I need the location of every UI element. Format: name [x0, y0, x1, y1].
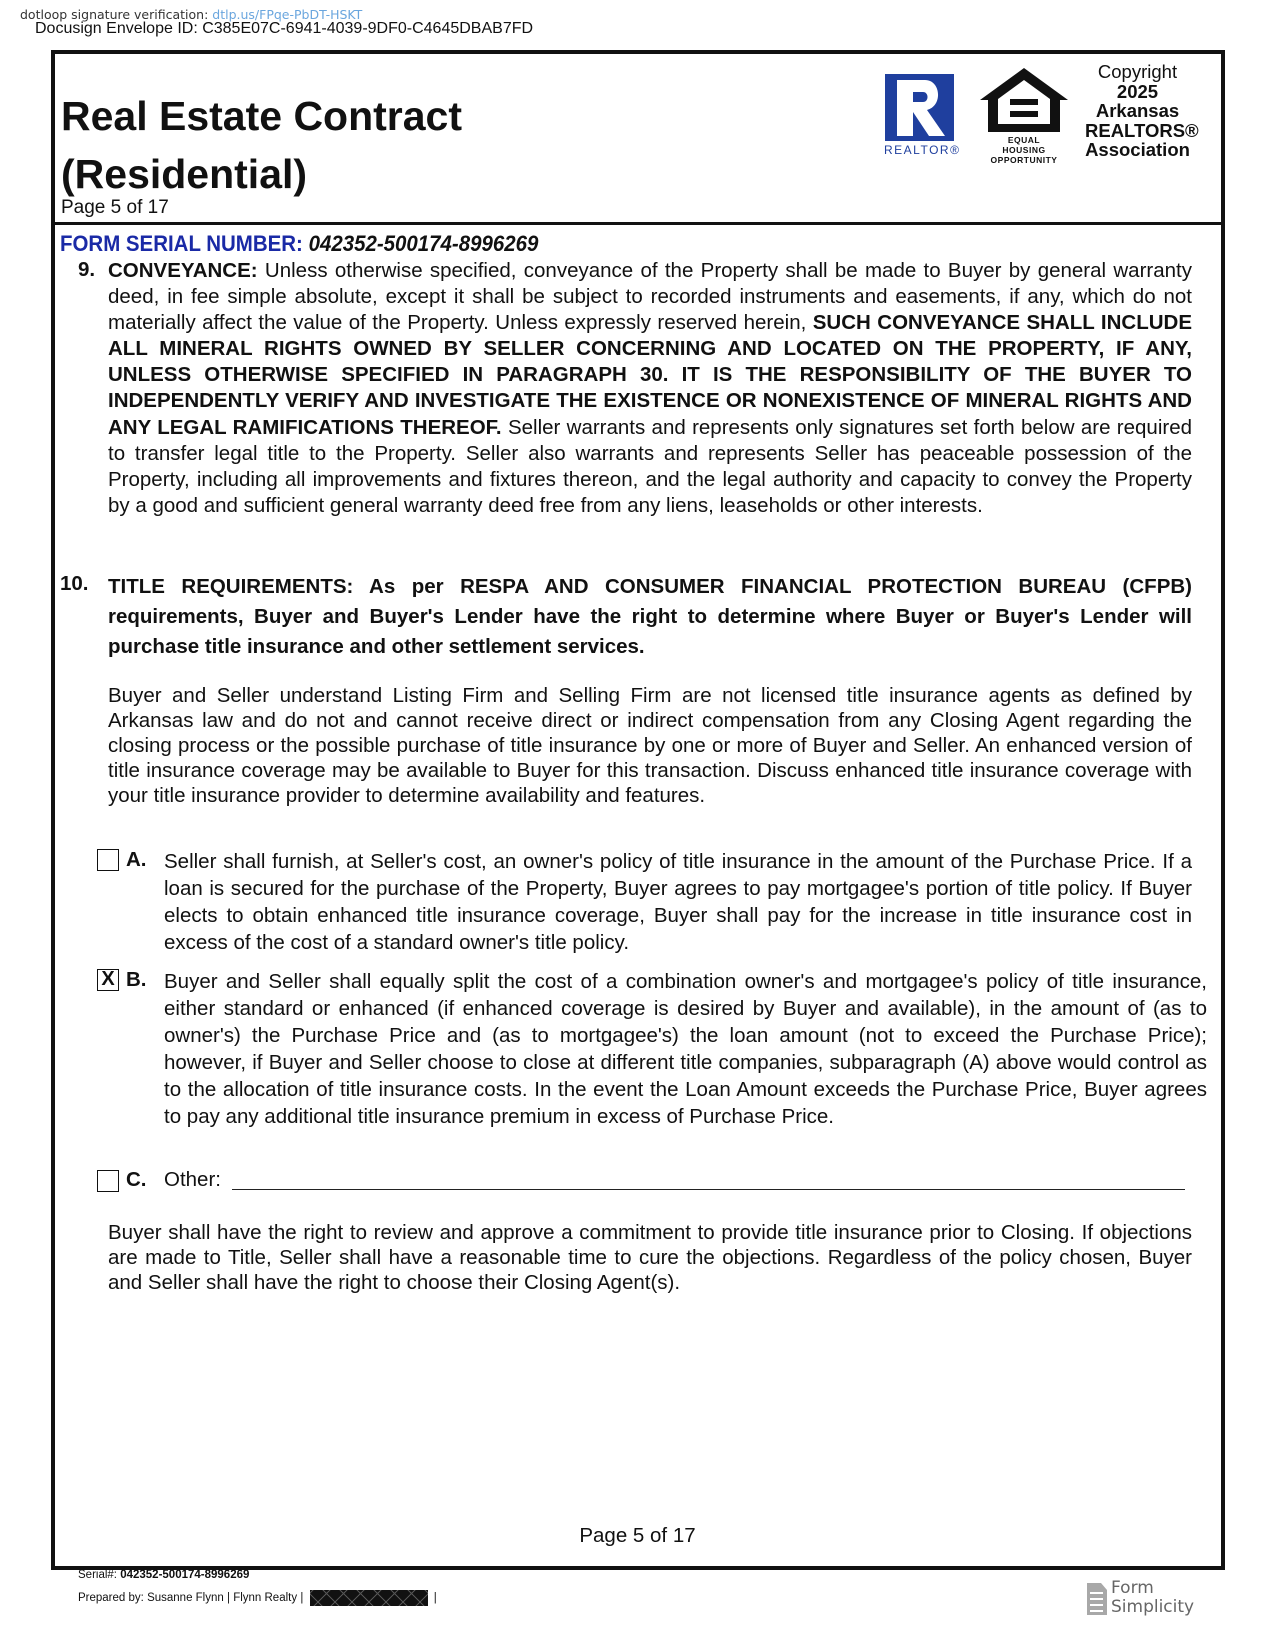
- section-10-heading: TITLE REQUIREMENTS: As per RESPA AND CONSUMER FINANCIAL PROTECTION BUREAU (CFPB) requirements, Buyer and Buyer's Lender have the right to determine where Buyer or Buyer's Lender will purchase title insurance and other settlement services.: [108, 575, 1192, 658]
- separator: |: [433, 1592, 437, 1605]
- docusign-envelope-id: Docusign Envelope ID: C385E07C-6941-4039-9DF0-C4645DBAB7FD: [35, 20, 534, 37]
- option-c-other-field[interactable]: [232, 1189, 1185, 1190]
- form-serial-value: 042352-500174-8996269: [308, 231, 539, 256]
- equal-housing-icon: [978, 66, 1070, 144]
- section-10-closing-text: Buyer shall have the right to review and approve a commitment to provide title insurance prior to Closing. If objections are made to Title, Seller shall have a reasonable time to cure the objections. Regardless of the policy chosen, Buyer and Seller shall have the right to choose their Closing Agent(s).: [108, 1221, 1192, 1294]
- section-9-number: 9.: [78, 258, 96, 281]
- document-title-line2: (Residential): [61, 151, 308, 197]
- form-serial-label: FORM SERIAL NUMBER:: [60, 231, 303, 256]
- prepared-by-name: Susanne Flynn: [147, 1592, 224, 1605]
- header-divider: [55, 222, 1221, 225]
- separator: |: [226, 1592, 230, 1605]
- option-c-checkbox[interactable]: [97, 1170, 119, 1192]
- copyright-notice: [1085, 61, 1199, 160]
- section-9-heading: CONVEYANCE:: [108, 259, 258, 282]
- footer-serial: [78, 1569, 249, 1581]
- dotloop-link[interactable]: dtlp.us/FPqe-PbDT-HSKT: [212, 7, 363, 22]
- copyright-org-line2: REALTORS®: [1085, 119, 1199, 141]
- eho-line2: OPPORTUNITY: [990, 155, 1058, 165]
- realtor-logo-icon: [885, 74, 954, 141]
- option-a-letter: A.: [126, 848, 147, 871]
- brand-line1: Form: [1111, 1578, 1154, 1598]
- redacted-block: [310, 1590, 428, 1606]
- section-9-bold-text: SUCH CONVEYANCE SHALL INCLUDE ALL MINERAL RIGHTS OWNED BY SELLER CONCERNING AND LOCATED ON THE PROPERTY, IF ANY, UNLESS OTHERWISE SPECIFIED IN PARAGRAPH 30. IT IS THE RESPONSIBILITY OF THE BUYER TO INDEPENDENTLY VERIFY AND INVESTIGATE THE EXISTENCE OR NONEXISTENCE OF MINERAL RIGHTS AND ANY LEGAL RAMIFICATIONS THEREOF.: [108, 311, 1192, 439]
- option-b-letter: B.: [126, 968, 147, 991]
- header-page-indicator: Page 5 of 17: [61, 197, 169, 218]
- section-9-text1: Unless otherwise specified, conveyance of the Property shall be made to Buyer by general warranty deed, in fee simple absolute, except it shall be subject to recorded instruments and easements, if any, which do not materially affect the value of the Property. Unless expressly reserved herein,: [108, 259, 1192, 335]
- form-serial-number: [60, 231, 538, 257]
- realtor-logo-text: REALTOR®: [884, 143, 961, 157]
- option-a-checkbox[interactable]: [97, 849, 119, 871]
- dotloop-label: dotloop signature verification:: [20, 7, 209, 22]
- section-9-text2: Seller warrants and represents only signatures set forth below are required to transfer legal title to the Property. Seller also warrants and represents Seller has peaceable possession of the Property, including all improvements and fixtures thereon, and the legal authority and capacity to convey the Property by a good and sufficient general warranty deed free from any liens, leaseholds or other interests.: [108, 415, 1193, 517]
- section-9-conveyance: [108, 258, 1192, 519]
- prepared-by-company: Flynn Realty: [233, 1592, 298, 1605]
- footer-page-indicator: Page 5 of 17: [579, 1524, 696, 1547]
- footer-serial-label: Serial#:: [78, 1569, 117, 1581]
- section-10-body: Buyer and Seller understand Listing Firm and Selling Firm are not licensed title insurance agents as defined by Arkansas law and do not and cannot receive direct or indirect compensation from any Closing Agent regarding the closing process or the possible purchase of title insurance by one or more of Buyer and Seller. An enhanced version of title insurance coverage may be available to Buyer for this transaction. Discuss enhanced title insurance coverage with your title insurance provider to determine availability and features.: [108, 684, 1192, 807]
- copyright-org-line3: Association: [1085, 139, 1190, 160]
- form-simplicity-brand: [1111, 1579, 1194, 1617]
- form-simplicity-document-icon: [1087, 1583, 1107, 1615]
- prepared-by-label: Prepared by:: [78, 1592, 144, 1605]
- copyright-org-line1: Arkansas: [1095, 100, 1180, 121]
- brand-line2: Simplicity: [1111, 1597, 1195, 1617]
- copyright-year: 2025: [1116, 80, 1159, 102]
- copyright-label: Copyright: [1097, 61, 1178, 82]
- eho-line1: EQUAL HOUSING: [1002, 135, 1046, 155]
- option-a-text: Seller shall furnish, at Seller's cost, an owner's policy of title insurance in the amount of the Purchase Price. If a loan is secured for the purchase of the Property, Buyer agrees to pay mortgagee's portion of title policy. If Buyer elects to obtain enhanced title insurance coverage, Buyer shall pay for the increase in title insurance cost in excess of the cost of a standard owner's title policy.: [164, 850, 1192, 954]
- document-title-line1: Real Estate Contract: [61, 93, 463, 139]
- option-c-letter: C.: [126, 1168, 147, 1191]
- footer-serial-number: 042352-500174-8996269: [120, 1569, 250, 1581]
- option-b-text: Buyer and Seller shall equally split the cost of a combination owner's and mortgagee's policy of title insurance, either standard or enhanced (if enhanced coverage is desired by Buyer and available), in the amount of (as to owner's) the Purchase Price and (as to mortgagee's) the loan amount (not to exceed the Purchase Price); however, if Buyer and Seller choose to close at different title companies, subparagraph (A) above would control as to the allocation of title insurance costs. In the event the Loan Amount exceeds the Purchase Price, Buyer agrees to pay any additional title insurance premium in excess of Purchase Price.: [164, 970, 1207, 1128]
- separator: |: [300, 1592, 304, 1605]
- option-c-label: Other:: [164, 1168, 221, 1191]
- footer-prepared-by: [78, 1590, 437, 1606]
- option-b-checkbox[interactable]: X: [97, 969, 119, 991]
- section-10-number: 10.: [60, 572, 89, 595]
- equal-housing-text: [985, 135, 1063, 165]
